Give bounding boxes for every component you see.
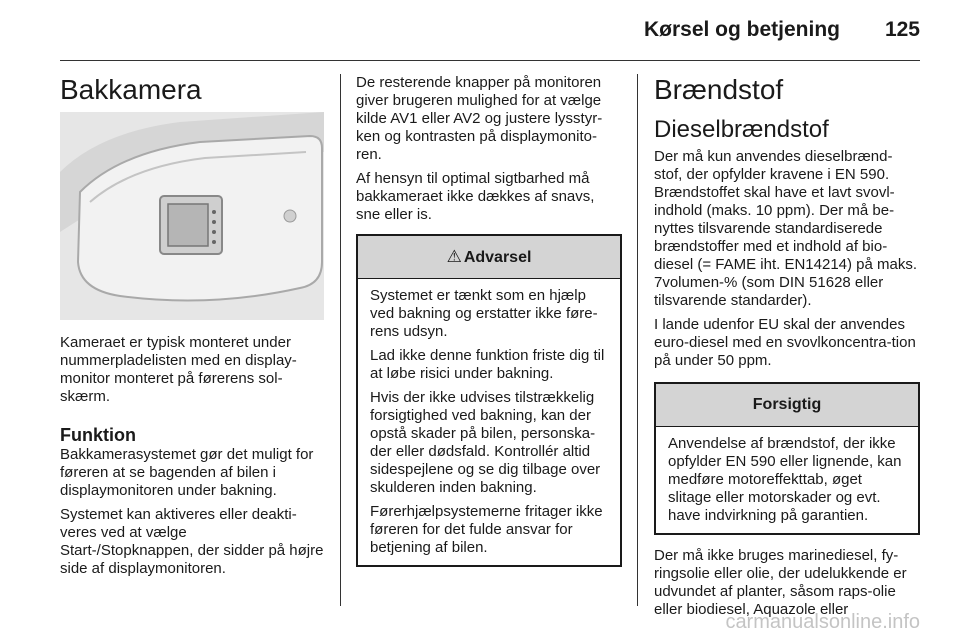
subsection-title-diesel: Dieselbrændstof — [654, 116, 829, 143]
diesel-paragraph-3: Der må ikke bruges marinediesel, fy-ringsolie eller olie, der udelukkende er udvundet af planter, såsom raps-olie eller biodiesel, Aquazole eller — [654, 547, 907, 618]
section-title-function: Funktion — [60, 425, 136, 445]
page-header — [0, 0, 960, 60]
function-paragraph-1: Bakkamerasystemet gør det muligt for føreren at se bagenden af bilen i displaymonitoren under bakning. — [60, 446, 314, 499]
caution-body — [656, 427, 918, 533]
column-fuel — [654, 74, 920, 619]
visibility-paragraph: Af hensyn til optimal sigtbarhed må bakkameraet ikke dækkes af snavs, sne eller is. — [356, 170, 595, 223]
page-number: 125 — [884, 18, 920, 41]
diesel-paragraph-2: I lande udenfor EU skal der anvendes euro-diesel med en svovlkoncentra-tion på under 50 ppm. — [654, 316, 916, 369]
sun-visor-illustration — [60, 112, 324, 320]
chapter-title: Kørsel og betjening — [643, 18, 840, 41]
function-paragraph-2: Systemet kan aktiveres eller deakti-veres ved at vælge Start-/Stopknappen, der sidder på højre side af displaymonitoren. — [60, 506, 324, 577]
section-title-fuel: Brændstof — [654, 74, 784, 105]
watermark: carmanualsonline.info — [725, 611, 920, 633]
warning-title: Advarsel — [463, 249, 532, 266]
intro-paragraph: Kameraet er typisk monteret under nummerpladelisten med en display-monitor monteret på førerens sol-skærm. — [60, 334, 297, 405]
caution-box — [654, 382, 920, 535]
monitor-buttons-paragraph: De resterende knapper på monitoren giver brugeren mulighed for at vælge kilde AV1 eller AV2 og justere lysstyr-ken og kontrasten på displaymonito-ren. — [356, 74, 603, 163]
warning-body — [358, 279, 620, 565]
header-divider — [60, 60, 920, 61]
column-divider-2 — [637, 74, 638, 606]
warning-paragraph-4: Førerhjælpsystemerne fritager ikke føreren for det fulde ansvar for betjening af bilen. — [370, 503, 603, 556]
column-rear-camera — [60, 74, 324, 578]
column-rear-camera-continued — [356, 74, 622, 567]
warning-header — [358, 236, 620, 279]
caution-paragraph: Anvendelse af brændstof, der ikke opfylder EN 590 eller lignende, kan medføre motoreffekttab, øget slitage eller motorskader og evt. have indvirkning på garantien. — [668, 435, 902, 524]
sun-visor-monitor-image — [60, 112, 324, 320]
warning-paragraph-1: Systemet er tænkt som en hjælp ved bakning og erstatter ikke føre-rens udsyn. — [370, 287, 598, 340]
warning-box — [356, 234, 622, 567]
warning-triangle-icon: ⚠ — [446, 247, 462, 266]
column-divider-1 — [340, 74, 341, 606]
diesel-paragraph-1: Der må kun anvendes dieselbrænd-stof, der opfylder kravene i EN 590. Brændstoffet skal have et lavt svovl-indhold (maks. 10 ppm). Der må be-nyttes tilsvarende standardiserede brændstoffer med et indhold af bio-diesel (= FAME iht. EN14214) på maks. 7volumen-% (som DIN 51628 eller tilsvarende standarder). — [654, 148, 918, 309]
warning-paragraph-2: Lad ikke denne funktion friste dig til at løbe risici under bakning. — [370, 347, 605, 382]
section-title-rear-camera: Bakkamera — [60, 74, 202, 105]
caution-title: Forsigtig — [656, 384, 918, 427]
warning-paragraph-3: Hvis der ikke udvises tilstrækkelig forsigtighed ved bakning, kan der opstå skader på bilen, personska-der eller dødsfald. Kontrollér altid sidespejlene og se dig tilbage over skulderen inden bakning. — [370, 389, 601, 496]
